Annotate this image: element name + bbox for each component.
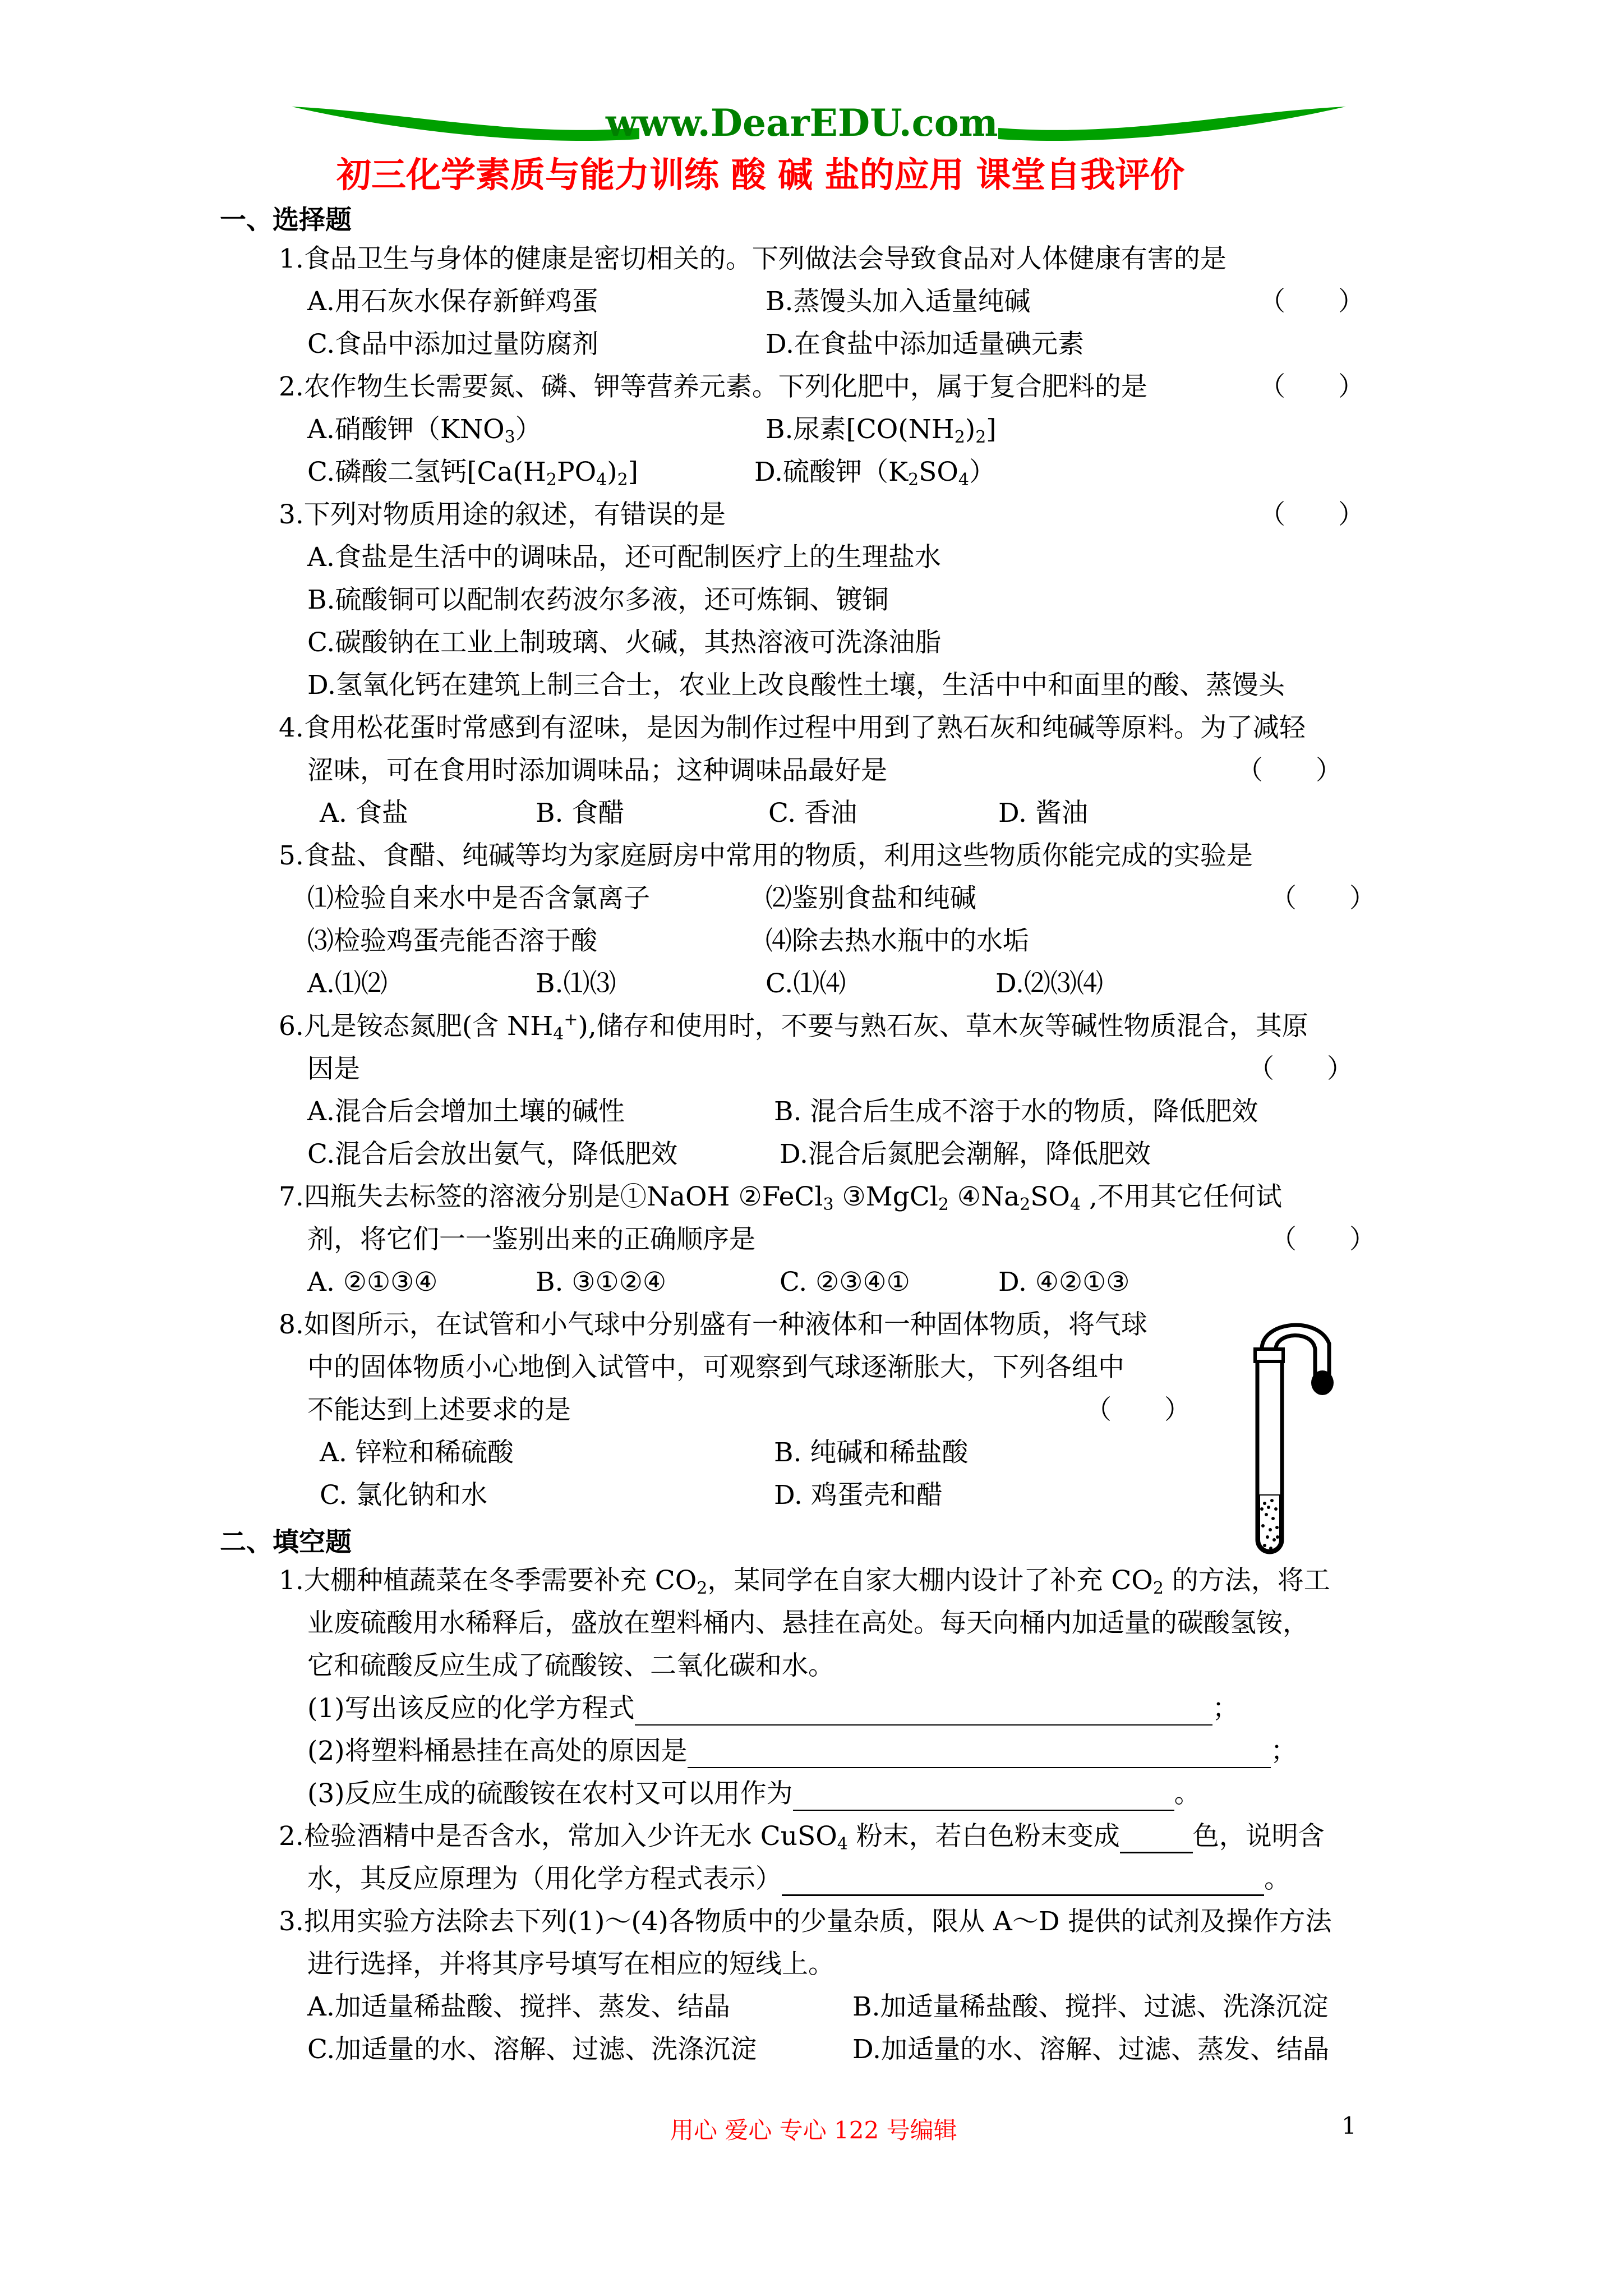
q7-option-d: D. ④②①③ <box>998 1267 1130 1297</box>
f2-line2: 水，其反应原理为（用化学方程式表示） 。 <box>307 1862 1290 1896</box>
q3-option-a: A.食盐是生活中的调味品，还可配制医疗上的生理盐水 <box>307 542 941 573</box>
q4-stem-line1: 4.食用松花蛋时常感到有涩味，是因为制作过程中用到了熟石灰和纯碱等原料。为了减轻 <box>279 712 1306 743</box>
f2-line1: 2.检验酒精中是否含水，常加入少许无水 CuSO$_4$ 粉末，若白色粉末变成 色，说明含 <box>279 1821 1325 1854</box>
q4-option-c: C. 香油 <box>768 798 857 829</box>
q1-option-c: C.食品中添加过量防腐剂 <box>307 329 599 360</box>
f3-line2: 进行选择，并将其序号填写在相应的短线上。 <box>307 1949 834 1980</box>
q8-stem-line1: 8.如图所示，在试管和小气球中分别盛有一种液体和一种固体物质，将气球 <box>279 1309 1147 1340</box>
q2-stem: 2.农作物生长需要氮、磷、钾等营养元素。下列化肥中，属于复合肥料的是 <box>279 371 1147 402</box>
footer-credit: 用心 爱心 专心 122 号编辑 <box>670 2116 957 2144</box>
q8-option-b: B. 纯碱和稀盐酸 <box>774 1437 969 1468</box>
q8-answer-bracket: （ ） <box>1085 1395 1191 1425</box>
q8-stem-line2: 中的固体物质小心地倒入试管中，可观察到气球逐渐胀大，下列各组中 <box>307 1352 1124 1383</box>
q5-option-d: D.⑵⑶⑷ <box>995 968 1103 999</box>
q7-stem-line1: 7.四瓶失去标签的溶液分别是①NaOH ②FeCl$_3$ ③MgCl$_2$ $④Na_2SO_4$ ,不用其它任何试 <box>279 1181 1282 1214</box>
q6-option-c: C.混合后会放出氨气，降低肥效 <box>307 1139 678 1170</box>
q2-option-d: D.硫酸钾$(K_2SO_4)$ <box>754 457 995 490</box>
q5-item-3: ⑶检验鸡蛋壳能否溶于酸 <box>307 926 597 956</box>
f1-part2: (2)将塑料桶悬挂在高处的原因是 ； <box>307 1734 1297 1768</box>
q1-option-b: B.蒸馒头加入适量纯碱 <box>766 286 1031 317</box>
q1-answer-bracket: （ ） <box>1259 286 1364 317</box>
page-title: 初三化学素质与能力训练 酸 碱 盐的应用 课堂自我评价 <box>336 154 1185 195</box>
q3-answer-bracket: （ ） <box>1259 499 1364 530</box>
q6-stem-line2: 因是 <box>307 1053 360 1084</box>
q5-option-b: B.⑴⑶ <box>536 968 616 999</box>
test-tube-balloon-figure <box>1234 1315 1380 1573</box>
f1-part3-answer-blank[interactable] <box>793 1785 1174 1811</box>
q8-option-d: D. 鸡蛋壳和醋 <box>774 1480 943 1511</box>
f3-option-a: A.加适量稀盐酸、搅拌、蒸发、结晶 <box>307 1991 730 2022</box>
page-number: 1 <box>1341 2112 1357 2139</box>
f3-line1: 3.拟用实验方法除去下列(1)～(4)各物质中的少量杂质，限从 A～D 提供的试剂及操作方法 <box>279 1906 1332 1937</box>
q5-stem: 5.食盐、食醋、纯碱等均为家庭厨房中常用的物质，利用这些物质你能完成的实验是 <box>279 840 1253 871</box>
q3-stem: 3.下列对物质用途的叙述，有错误的是 <box>279 499 726 530</box>
f1-part3: (3)反应生成的硫酸铵在农村又可以用作为 。 <box>307 1777 1201 1811</box>
q5-option-a: A.⑴⑵ <box>307 968 388 999</box>
q7-answer-bracket: （ ） <box>1270 1224 1376 1255</box>
f1-line3: 它和硫酸反应生成了硫酸铵、二氧化碳和水。 <box>307 1650 834 1681</box>
q8-option-a: A. 锌粒和稀硫酸 <box>320 1437 514 1468</box>
f2-equation-answer-blank[interactable] <box>782 1870 1264 1896</box>
banner-site-text: www.DearEDU.com <box>606 101 998 145</box>
q6-option-a: A.混合后会增加土壤的碱性 <box>307 1096 625 1127</box>
q4-option-d: D. 酱油 <box>998 798 1088 829</box>
f3-option-b: B.加适量稀盐酸、搅拌、过滤、洗涤沉淀 <box>852 1991 1329 2022</box>
q6-stem-line1: 6.凡是铵态氮肥(含 $NH_4^+$),储存和使用时，不要与熟石灰、草木灰等碱性物质混合，其原 <box>279 1010 1308 1044</box>
q2-option-a: A.硝酸钾$(KNO_3)$ <box>307 414 542 447</box>
q5-item-4: ⑷除去热水瓶中的水垢 <box>766 926 1029 956</box>
q5-item-1: ⑴检验自来水中是否含氯离子 <box>307 883 650 914</box>
q4-option-b: B. 食醋 <box>536 798 625 829</box>
q6-option-b: B. 混合后生成不溶于水的物质，降低肥效 <box>774 1096 1258 1127</box>
f1-part2-answer-blank[interactable] <box>688 1742 1271 1768</box>
q2-option-b: B.尿素$[CO(NH_2)_2]$ <box>766 414 997 447</box>
f3-option-d: D.加适量的水、溶解、过滤、蒸发、结晶 <box>852 2034 1329 2065</box>
q6-option-d: D.混合后氮肥会潮解，降低肥效 <box>780 1139 1151 1170</box>
f1-line1: 1.大棚种植蔬菜在冬季需要补充 $CO_2$，某同学在自家大棚内设计了补充 $CO_2$ 的方法，将工 <box>279 1565 1330 1598</box>
q4-stem-line2: 涩味，可在食用时添加调味品；这种调味品最好是 <box>307 755 887 786</box>
q1-option-d: D.在食盐中添加适量碘元素 <box>766 329 1084 360</box>
f1-part1-answer-blank[interactable] <box>635 1700 1212 1726</box>
f1-part1: (1)写出该反应的化学方程式 ； <box>307 1692 1239 1726</box>
q5-option-c: C.⑴⑷ <box>766 968 846 999</box>
q5-item-2: ⑵鉴别食盐和纯碱 <box>766 883 976 914</box>
f3-option-c: C.加适量的水、溶解、过滤、洗涤沉淀 <box>307 2034 757 2065</box>
q2-option-c: C.磷酸二氢钙$[Ca(H_2PO_4)_2]$ <box>307 457 638 490</box>
q8-stem-line3: 不能达到上述要求的是 <box>307 1395 571 1425</box>
q7-option-c: C. ②③④① <box>780 1267 910 1297</box>
q3-option-b: B.硫酸铜可以配制农药波尔多液，还可炼铜、镀铜 <box>307 585 889 615</box>
f1-line2: 业废硫酸用水稀释后，盛放在塑料桶内、悬挂在高处。每天向桶内加适量的碳酸氢铵， <box>307 1608 1309 1639</box>
q4-option-a: A. 食盐 <box>320 798 408 829</box>
section-heading-fill: 二、填空题 <box>220 1527 352 1558</box>
q8-option-c: C. 氯化钠和水 <box>320 1480 488 1511</box>
q3-option-d: D.氢氧化钙在建筑上制三合士，农业上改良酸性土壤，生活中中和面里的酸、蒸馒头 <box>307 670 1285 701</box>
q6-answer-bracket: （ ） <box>1248 1053 1353 1084</box>
f2-color-answer-blank[interactable] <box>1120 1827 1193 1853</box>
section-heading-choice: 一、选择题 <box>220 205 352 236</box>
q3-option-c: C.碳酸钠在工业上制玻璃、火碱，其热溶液可洗涤油脂 <box>307 627 942 658</box>
q1-option-a: A.用石灰水保存新鲜鸡蛋 <box>307 286 598 317</box>
q7-option-a: A. ②①③④ <box>307 1267 438 1297</box>
q7-option-b: B. ③①②④ <box>536 1267 666 1297</box>
q7-stem-line2: 剂，将它们一一鉴别出来的正确顺序是 <box>307 1224 755 1255</box>
q5-answer-bracket: （ ） <box>1270 883 1376 914</box>
q1-stem: 1.食品卫生与身体的健康是密切相关的。下列做法会导致食品对人体健康有害的是 <box>279 243 1227 274</box>
q4-answer-bracket: （ ） <box>1237 755 1342 786</box>
q2-answer-bracket: （ ） <box>1259 371 1364 402</box>
